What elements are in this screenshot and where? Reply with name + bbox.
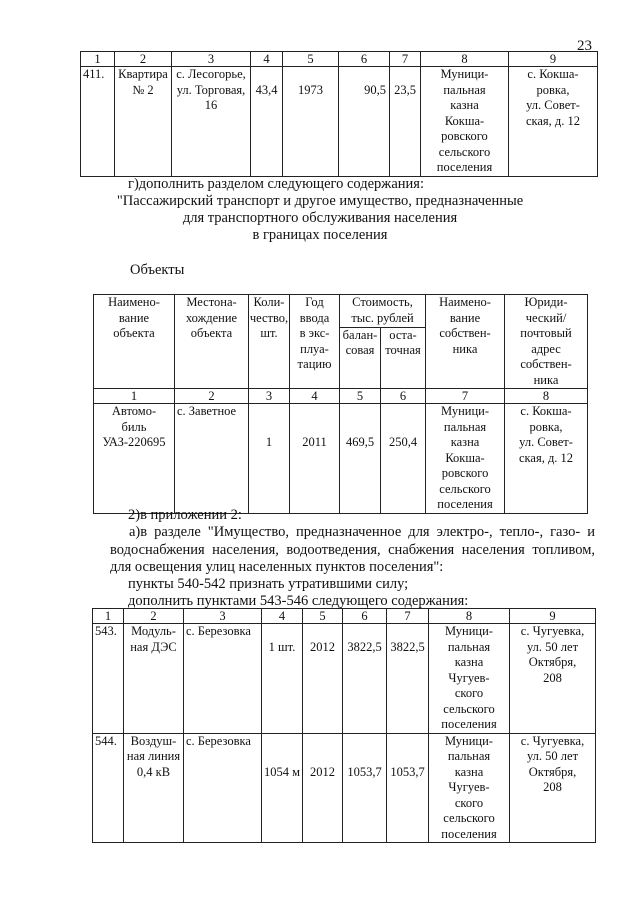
table-header-row — [94, 295, 588, 328]
owner-name: Муници- пальная казна Кокша- ровского сельского поселения — [421, 67, 509, 177]
owner-name: Муници- пальная казна Кокша- ровского сельского поселения — [426, 404, 505, 514]
object-location: с. Заветное — [175, 404, 249, 514]
residual-cost: 250,4 — [381, 404, 426, 514]
header-residual: оста- точная — [381, 327, 426, 388]
table-row — [81, 67, 598, 177]
col-number: 2 — [124, 609, 184, 624]
col-number: 2 — [115, 52, 172, 67]
points-add: дополнить пунктами 543-546 следующего содержания: — [128, 593, 469, 609]
object-year: 2011 — [290, 404, 340, 514]
table-row — [94, 404, 588, 514]
col-number: 6 — [339, 52, 390, 67]
object-quantity: 1 шт. — [262, 624, 303, 734]
balance-cost: 90,5 — [339, 67, 390, 177]
owner-address: с. Чугуевка, ул. 50 лет Октября, 208 — [510, 624, 596, 734]
col-number: 2 — [175, 389, 249, 404]
col-number: 7 — [387, 609, 429, 624]
residual-cost: 1053,7 — [387, 733, 429, 843]
owner-name: Муници- пальная казна Чугуев- ского сельского поселения — [429, 733, 510, 843]
owner-address: с. Чугуевка, ул. 50 лет Октября, 208 — [510, 733, 596, 843]
object-name: Воздуш- ная линия 0,4 кВ — [124, 733, 184, 843]
table-411 — [80, 51, 598, 177]
object-name: Модуль- ная ДЭС — [124, 624, 184, 734]
col-number: 4 — [290, 389, 340, 404]
object-address: с. Лесогорье, ул. Торговая, 16 — [172, 67, 251, 177]
col-number: 5 — [283, 52, 339, 67]
table-row — [93, 733, 596, 843]
col-number: 7 — [390, 52, 421, 67]
header-location: Местона- хождение объекта — [175, 295, 249, 389]
col-number: 9 — [510, 609, 596, 624]
col-number: 3 — [249, 389, 290, 404]
col-number: 4 — [251, 52, 283, 67]
header-balance: балан- совая — [340, 327, 381, 388]
header-owner: Наимено- вание собствен- ника — [426, 295, 505, 389]
header-object-name: Наимено- вание объекта — [94, 295, 175, 389]
points-invalid: пункты 540-542 признать утратившими силу; — [128, 576, 409, 592]
col-number: 3 — [184, 609, 262, 624]
owner-address: с. Кокша- ровка, ул. Совет- ская, д. 12 — [505, 404, 588, 514]
objects-table — [93, 294, 588, 514]
col-number: 7 — [426, 389, 505, 404]
object-quantity: 1054 м — [262, 733, 303, 843]
appendix-2: 2)в приложении 2: — [128, 507, 242, 523]
object-location: с. Березовка — [184, 733, 262, 843]
col-number: 8 — [421, 52, 509, 67]
header-quantity: Коли- чество, шт. — [249, 295, 290, 389]
table-header-row — [93, 609, 596, 624]
object-location: с. Березовка — [184, 624, 262, 734]
col-number: 3 — [172, 52, 251, 67]
section-a-text: а)в разделе "Имущество, предназначенное для электро-, тепло-, газо- и водоснабжения населения, водоотведения, снабжения населения топливом, для освещения улиц населенных пунктов поселения": — [110, 524, 595, 575]
objects-label: Объекты — [130, 262, 185, 278]
table-number-row — [94, 389, 588, 404]
section-heading-line1: "Пассажирский транспорт и другое имущество, предназначенные — [116, 193, 524, 209]
object-year: 1973 — [283, 67, 339, 177]
col-number: 1 — [81, 52, 115, 67]
col-number: 1 — [94, 389, 175, 404]
object-name: Квартира № 2 — [115, 67, 172, 177]
col-number: 9 — [509, 52, 598, 67]
owner-address: с. Кокша- ровка, ул. Совет- ская, д. 12 — [509, 67, 598, 177]
table-row — [93, 624, 596, 734]
balance-cost: 469,5 — [340, 404, 381, 514]
col-number: 1 — [93, 609, 124, 624]
object-area: 43,4 — [251, 67, 283, 177]
owner-name: Муници- пальная казна Чугуев- ского сельского поселения — [429, 624, 510, 734]
col-number: 5 — [340, 389, 381, 404]
balance-cost: 1053,7 — [343, 733, 387, 843]
col-number: 6 — [343, 609, 387, 624]
row-number: 543. — [93, 624, 124, 734]
header-owner-address: Юриди- ческий/ почтовый адрес собствен- ника — [505, 295, 588, 389]
col-number: 5 — [303, 609, 343, 624]
residual-cost: 23,5 — [390, 67, 421, 177]
balance-cost: 3822,5 — [343, 624, 387, 734]
instruction-g: г)дополнить разделом следующего содержания: — [128, 176, 424, 192]
section-heading-line3: в границах поселения — [252, 227, 388, 243]
object-name: Автомо- биль УАЗ-220695 — [94, 404, 175, 514]
page-number: 23 — [577, 38, 592, 54]
col-number: 6 — [381, 389, 426, 404]
object-year: 2012 — [303, 624, 343, 734]
col-number: 4 — [262, 609, 303, 624]
row-number: 411. — [81, 67, 115, 177]
col-number: 8 — [429, 609, 510, 624]
table-543-546 — [92, 608, 596, 843]
table-header-row — [81, 52, 598, 67]
row-number: 544. — [93, 733, 124, 843]
section-heading-line2: для транспортного обслуживания населения — [182, 210, 458, 226]
col-number: 8 — [505, 389, 588, 404]
section-a-paragraph — [110, 524, 595, 577]
object-quantity: 1 — [249, 404, 290, 514]
object-year: 2012 — [303, 733, 343, 843]
header-cost: Стоимость, тыс. рублей — [340, 295, 426, 328]
header-year: Год ввода в экс- плуа- тацию — [290, 295, 340, 389]
residual-cost: 3822,5 — [387, 624, 429, 734]
